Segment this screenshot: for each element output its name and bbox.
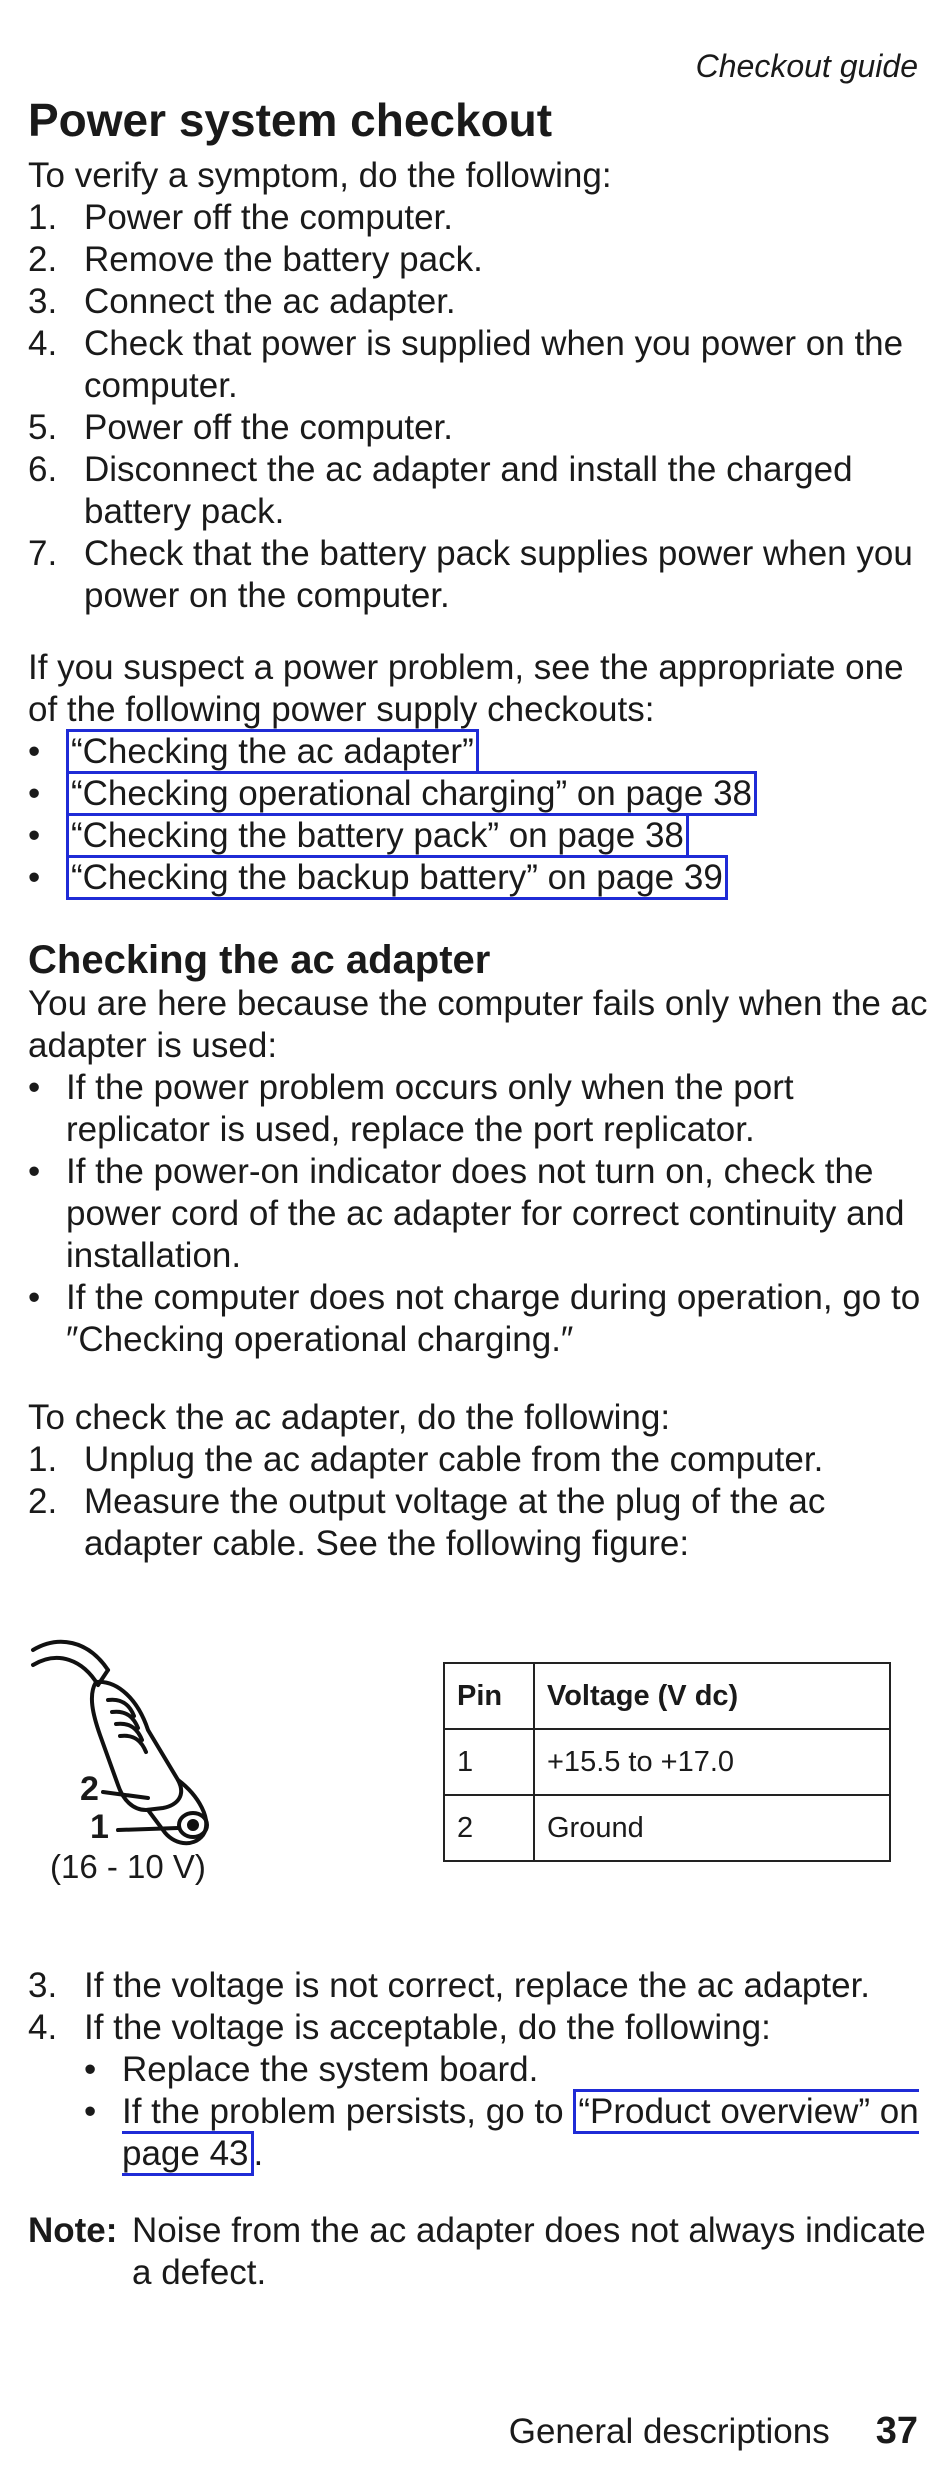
ac-steps-2 [28,1965,928,2175]
sub-bullets [84,2049,928,2175]
link-checking-backup-battery[interactable]: “Checking the backup battery” on page 39 [66,855,728,900]
checkout-links [28,731,928,899]
suspect-text: If you suspect a power problem, see the appropriate one of the following power supply checkouts: [28,648,904,729]
ac-steps-continued [28,1965,928,2175]
table-cell: Ground [534,1795,890,1861]
voltage-caption: (16 - 10 V) [50,1848,206,1885]
table-cell: +15.5 to +17.0 [534,1729,890,1795]
section-title-power-system-checkout: Power system checkout [28,94,553,146]
plug-illustration [28,1620,288,1900]
note [28,2210,928,2294]
list-item [28,857,928,899]
link-checking-ac-adapter[interactable]: “Checking the ac adapter” [66,729,479,774]
link-product-overview[interactable]: “Product overview” on page 43 [122,2089,919,2176]
table-row [444,1729,890,1795]
ac-plug-figure [28,1620,928,1900]
step-item: 7. Check that the battery pack supplies power when you power on the computer. [28,534,913,615]
page-footer [509,2410,918,2453]
list-item: • If the power problem occurs only when the port replicator is used, replace the port replicator. [28,1067,928,1151]
running-head: Checkout guide [695,48,918,84]
list-item: • If the computer does not charge during operation, go to ″Checking operational charging.″ [28,1277,928,1361]
step-item: 6. Disconnect the ac adapter and install the charged battery pack. [28,450,853,531]
list-item [28,731,928,773]
link-checking-battery-pack[interactable]: “Checking the battery pack” on page 38 [66,813,689,858]
step-item: 2. Measure the output voltage at the plug of the ac adapter cable. See the following figure: [28,1482,826,1563]
table-header-voltage: Voltage (V dc) [534,1663,890,1729]
step-item: 1. Unplug the ac adapter cable from the computer. [28,1440,824,1479]
pin-voltage-table [443,1662,891,1862]
intro-text: To verify a symptom, do the following: [28,156,612,195]
ac-intro-text: You are here because the computer fails only when the ac adapter is used: [28,984,928,1065]
step-item: 5. Power off the computer. [28,408,454,447]
step-item: 4. If the voltage is acceptable, do the following: • Replace the system board. • If the problem persists, go to “Product overview” on page 43 . [28,2007,928,2175]
table-row [444,1795,890,1861]
list-item: • If the power-on indicator does not turn on, check the power cord of the ac adapter for correct continuity and installation. [28,1151,928,1277]
note-text: Noise from the ac adapter does not always indicate a defect. [132,2211,926,2292]
footer-text: General descriptions [508,2412,830,2451]
plug-icon [28,1620,288,1850]
list-item [28,815,928,857]
pin-2-label: 2 [80,1770,99,1808]
section-power-system-body [28,155,928,899]
section-ac-adapter-body [28,938,928,1565]
section-title-checking-ac-adapter: Checking the ac adapter [28,938,491,982]
power-checkout-steps [28,197,928,617]
table-cell: 1 [444,1729,534,1795]
list-item: • Replace the system board. [84,2049,928,2091]
table-header-row [444,1663,890,1729]
link-checking-operational-charging[interactable]: “Checking operational charging” on page 38 [66,771,757,816]
note-label: Note: [28,2211,118,2250]
table-cell: 2 [444,1795,534,1861]
table-header-pin: Pin [444,1663,534,1729]
step-item: 1. Power off the computer. [28,198,454,237]
page-number: 37 [875,2410,918,2452]
step-item: 3. If the voltage is not correct, replace the ac adapter. [28,1966,871,2005]
ac-bullets [28,1067,928,1361]
step-item: 4. Check that power is supplied when you power on the computer. [28,324,904,405]
step-item: 3. Connect the ac adapter. [28,282,456,321]
ac-steps [28,1439,928,1565]
check-intro-text: To check the ac adapter, do the following: [28,1398,671,1437]
list-item: • If the problem persists, go to “Product overview” on page 43 . [84,2091,928,2175]
step-item: 2. Remove the battery pack. [28,240,483,279]
list-item [28,773,928,815]
pin-1-label: 1 [90,1808,109,1846]
